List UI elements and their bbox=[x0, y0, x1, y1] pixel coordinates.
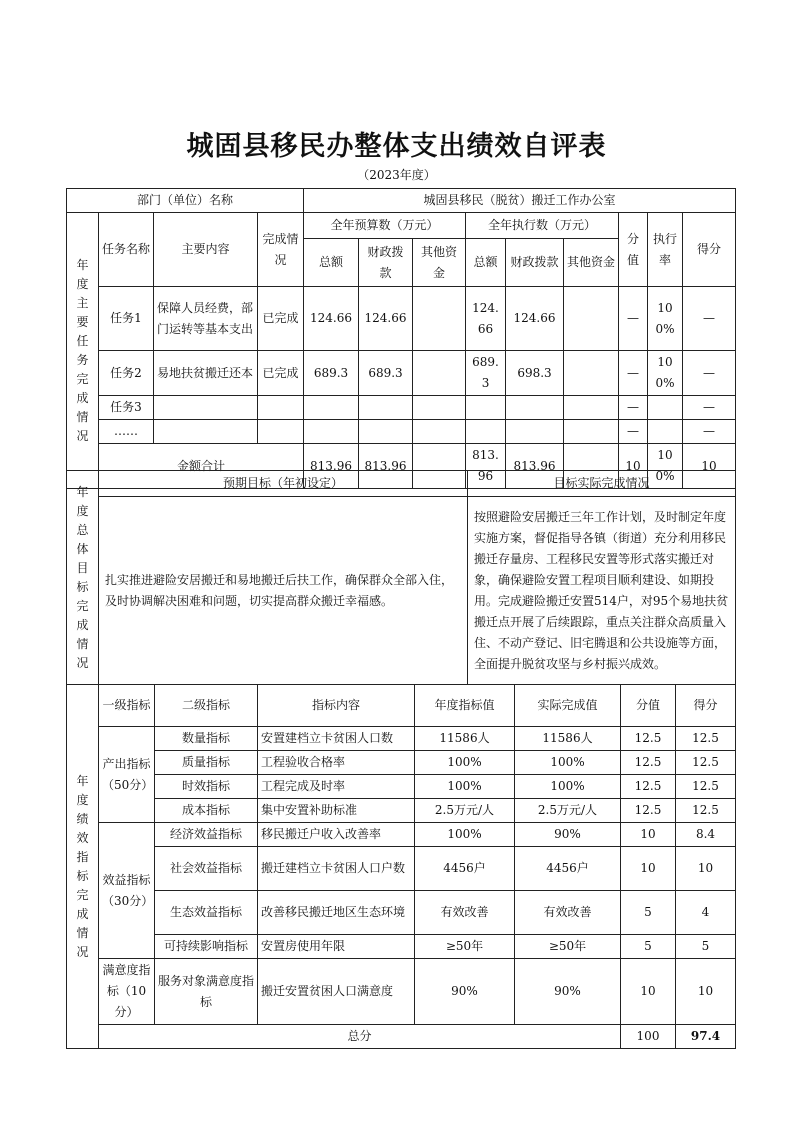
level2: 成本指标 bbox=[155, 799, 258, 823]
task-content bbox=[154, 420, 258, 444]
header-indicator-content: 指标内容 bbox=[258, 685, 415, 727]
header-level1: 一级指标 bbox=[99, 685, 155, 727]
indicator-content: 搬迁建档立卡贫困人口户数 bbox=[258, 847, 415, 891]
sum-budget-total: 813.96 bbox=[304, 444, 359, 489]
task-name: 任务1 bbox=[99, 287, 154, 351]
indicator-row bbox=[67, 935, 736, 959]
actual-value: 90% bbox=[515, 823, 621, 847]
budget-other bbox=[413, 420, 466, 444]
indicator-content: 搬迁安置贫困人口满意度 bbox=[258, 959, 415, 1025]
indicator-row bbox=[67, 891, 736, 935]
header-target: 年度指标值 bbox=[415, 685, 515, 727]
score: 10 bbox=[676, 847, 736, 891]
actual-value: 100% bbox=[515, 751, 621, 775]
total-label: 总分 bbox=[99, 1025, 621, 1049]
budget-total bbox=[304, 396, 359, 420]
task-score: — bbox=[683, 287, 736, 351]
indicator-content: 安置建档立卡贫困人口数 bbox=[258, 727, 415, 751]
header-score-value: 分值 bbox=[619, 213, 648, 287]
actual-fiscal: 698.3 bbox=[506, 351, 564, 396]
score-value: 5 bbox=[621, 935, 676, 959]
actual-other bbox=[564, 351, 619, 396]
header-budget-fiscal: 财政拨款 bbox=[359, 239, 413, 287]
budget-fiscal: 124.66 bbox=[359, 287, 413, 351]
indicator-content: 改善移民搬迁地区生态环境 bbox=[258, 891, 415, 935]
header-status: 完成情况 bbox=[258, 213, 304, 287]
header-content: 主要内容 bbox=[154, 213, 258, 287]
budget-total: 689.3 bbox=[304, 351, 359, 396]
score: 12.5 bbox=[676, 751, 736, 775]
header-actual: 实际完成值 bbox=[515, 685, 621, 727]
sum-actual-total: 813.96 bbox=[466, 444, 506, 489]
target-value: 100% bbox=[415, 823, 515, 847]
total-value: 100 bbox=[621, 1025, 676, 1049]
score-value: 10 bbox=[621, 959, 676, 1025]
header-actual-fiscal: 财政拨款 bbox=[506, 239, 564, 287]
header-budget-other: 其他资金 bbox=[413, 239, 466, 287]
actual-fiscal: 124.66 bbox=[506, 287, 564, 351]
indicator-row bbox=[67, 823, 736, 847]
task-rate: 100% bbox=[648, 351, 683, 396]
target-value: 100% bbox=[415, 775, 515, 799]
sum-actual-fiscal: 813.96 bbox=[506, 444, 564, 489]
header-score: 得分 bbox=[676, 685, 736, 727]
score: 8.4 bbox=[676, 823, 736, 847]
indicator-row bbox=[67, 751, 736, 775]
score-value: 12.5 bbox=[621, 775, 676, 799]
sum-budget-fiscal: 813.96 bbox=[359, 444, 413, 489]
budget-fiscal: 689.3 bbox=[359, 351, 413, 396]
expected-goal-label: 预期目标（年初设定） bbox=[99, 471, 468, 497]
task-content: 易地扶贫搬迁还本 bbox=[154, 351, 258, 396]
indicator-row bbox=[67, 727, 736, 751]
task-content: 保障人员经费，部门运转等基本支出 bbox=[154, 287, 258, 351]
actual-value: 2.5万元/人 bbox=[515, 799, 621, 823]
header-actual: 全年执行数（万元） bbox=[466, 213, 619, 239]
header-rate: 执行率 bbox=[648, 213, 683, 287]
task-status bbox=[258, 396, 304, 420]
indicator-content: 集中安置补助标准 bbox=[258, 799, 415, 823]
indicator-table bbox=[66, 684, 736, 1049]
level2: 质量指标 bbox=[155, 751, 258, 775]
header-budget-total: 总额 bbox=[304, 239, 359, 287]
task-rate: 100% bbox=[648, 287, 683, 351]
level2: 经济效益指标 bbox=[155, 823, 258, 847]
score: 10 bbox=[676, 959, 736, 1025]
task-value: — bbox=[619, 396, 648, 420]
actual-fiscal bbox=[506, 420, 564, 444]
indicator-row bbox=[67, 775, 736, 799]
task-value: — bbox=[619, 351, 648, 396]
task-rate bbox=[648, 420, 683, 444]
target-value: 4456户 bbox=[415, 847, 515, 891]
score-value: 12.5 bbox=[621, 799, 676, 823]
actual-fiscal bbox=[506, 396, 564, 420]
task-row bbox=[67, 420, 736, 444]
level1-output: 产出指标（50分） bbox=[99, 727, 155, 823]
goals-table bbox=[66, 470, 736, 685]
score-value: 12.5 bbox=[621, 727, 676, 751]
indicator-row bbox=[67, 959, 736, 1025]
report-year: （2023年度） bbox=[357, 168, 436, 182]
tasks-side-label: 年度主要任务完成情况 bbox=[67, 213, 99, 489]
actual-goal-text: 按照避险安居搬迁三年工作计划，及时制定年度实施方案，督促指导各镇（街道）充分利用移民搬迁存量房、工程移民安置等形式落实搬迁对象，确保避险安置工程项目顺利建设、如期投用。完成避险搬迁安置514户，对95个易地扶贫搬迁点开展了后续跟踪，重点关注群众高质量入住、不动产登记、旧宅腾退和公共设施等方面，全面提升脱贫攻坚与乡村振兴成效。 bbox=[468, 497, 736, 685]
budget-other bbox=[413, 396, 466, 420]
indicator-content: 工程完成及时率 bbox=[258, 775, 415, 799]
sum-value: 10 bbox=[619, 444, 648, 489]
level1-satisfaction: 满意度指标（10分） bbox=[99, 959, 155, 1025]
indicator-content: 移民搬迁户收入改善率 bbox=[258, 823, 415, 847]
target-value: 2.5万元/人 bbox=[415, 799, 515, 823]
task-value: — bbox=[619, 420, 648, 444]
budget-other bbox=[413, 351, 466, 396]
task-status: 已完成 bbox=[258, 287, 304, 351]
budget-fiscal bbox=[359, 396, 413, 420]
level1-benefit: 效益指标（30分） bbox=[99, 823, 155, 959]
task-status: 已完成 bbox=[258, 351, 304, 396]
actual-other bbox=[564, 420, 619, 444]
task-table bbox=[66, 188, 736, 489]
budget-total bbox=[304, 420, 359, 444]
score-value: 12.5 bbox=[621, 751, 676, 775]
header-value: 分值 bbox=[621, 685, 676, 727]
score-value: 5 bbox=[621, 891, 676, 935]
budget-total: 124.66 bbox=[304, 287, 359, 351]
actual-value: ≥50年 bbox=[515, 935, 621, 959]
actual-value: 4456户 bbox=[515, 847, 621, 891]
task-status bbox=[258, 420, 304, 444]
level2: 时效指标 bbox=[155, 775, 258, 799]
sum-label: 金额合计 bbox=[99, 444, 304, 489]
score-value: 10 bbox=[621, 847, 676, 891]
task-name: 任务3 bbox=[99, 396, 154, 420]
budget-other bbox=[413, 287, 466, 351]
budget-fiscal bbox=[359, 420, 413, 444]
target-value: 100% bbox=[415, 751, 515, 775]
actual-total bbox=[466, 396, 506, 420]
header-budget: 全年预算数（万元） bbox=[304, 213, 466, 239]
target-value: 有效改善 bbox=[415, 891, 515, 935]
target-value: 11586人 bbox=[415, 727, 515, 751]
task-row bbox=[67, 351, 736, 396]
target-value: 90% bbox=[415, 959, 515, 1025]
actual-value: 90% bbox=[515, 959, 621, 1025]
goals-side-label: 年度总体目标完成情况 bbox=[67, 471, 99, 685]
score: 4 bbox=[676, 891, 736, 935]
indicator-row bbox=[67, 799, 736, 823]
actual-value: 11586人 bbox=[515, 727, 621, 751]
actual-total bbox=[466, 420, 506, 444]
actual-other bbox=[564, 396, 619, 420]
score: 12.5 bbox=[676, 727, 736, 751]
page-title: 城固县移民办整体支出绩效自评表 bbox=[186, 131, 607, 162]
header-actual-other: 其他资金 bbox=[564, 239, 619, 287]
header-score: 得分 bbox=[683, 213, 736, 287]
actual-value: 100% bbox=[515, 775, 621, 799]
level2: 数量指标 bbox=[155, 727, 258, 751]
task-name: …… bbox=[99, 420, 154, 444]
task-score: — bbox=[683, 351, 736, 396]
target-value: ≥50年 bbox=[415, 935, 515, 959]
actual-value: 有效改善 bbox=[515, 891, 621, 935]
task-row bbox=[67, 396, 736, 420]
score: 5 bbox=[676, 935, 736, 959]
expected-goal-text: 扎实推进避险安居搬迁和易地搬迁后扶工作，确保群众全部入住，及时协调解决困难和问题，切实提高群众搬迁幸福感。 bbox=[99, 497, 468, 685]
task-content bbox=[154, 396, 258, 420]
indicator-content: 工程验收合格率 bbox=[258, 751, 415, 775]
task-rate bbox=[648, 396, 683, 420]
sum-rate: 100% bbox=[648, 444, 683, 489]
header-task-name: 任务名称 bbox=[99, 213, 154, 287]
level2: 服务对象满意度指标 bbox=[155, 959, 258, 1025]
dept-label: 部门（单位）名称 bbox=[67, 189, 304, 213]
task-row bbox=[67, 287, 736, 351]
level2: 可持续影响指标 bbox=[155, 935, 258, 959]
task-score: — bbox=[683, 420, 736, 444]
score-value: 10 bbox=[621, 823, 676, 847]
actual-total: 689.3 bbox=[466, 351, 506, 396]
dept-value: 城固县移民（脱贫）搬迁工作办公室 bbox=[304, 189, 736, 213]
task-score: — bbox=[683, 396, 736, 420]
actual-other bbox=[564, 287, 619, 351]
level2: 生态效益指标 bbox=[155, 891, 258, 935]
level2: 社会效益指标 bbox=[155, 847, 258, 891]
header-actual-total: 总额 bbox=[466, 239, 506, 287]
indicator-row bbox=[67, 847, 736, 891]
actual-goal-label: 目标实际完成情况 bbox=[468, 471, 736, 497]
sum-score: 10 bbox=[683, 444, 736, 489]
score: 12.5 bbox=[676, 775, 736, 799]
perf-side-label: 年度绩效指标完成情况 bbox=[67, 685, 99, 1049]
total-score: 97.4 bbox=[676, 1025, 736, 1049]
task-name: 任务2 bbox=[99, 351, 154, 396]
total-row bbox=[67, 1025, 736, 1049]
indicator-content: 安置房使用年限 bbox=[258, 935, 415, 959]
score: 12.5 bbox=[676, 799, 736, 823]
task-value: — bbox=[619, 287, 648, 351]
header-level2: 二级指标 bbox=[155, 685, 258, 727]
actual-total: 124.66 bbox=[466, 287, 506, 351]
